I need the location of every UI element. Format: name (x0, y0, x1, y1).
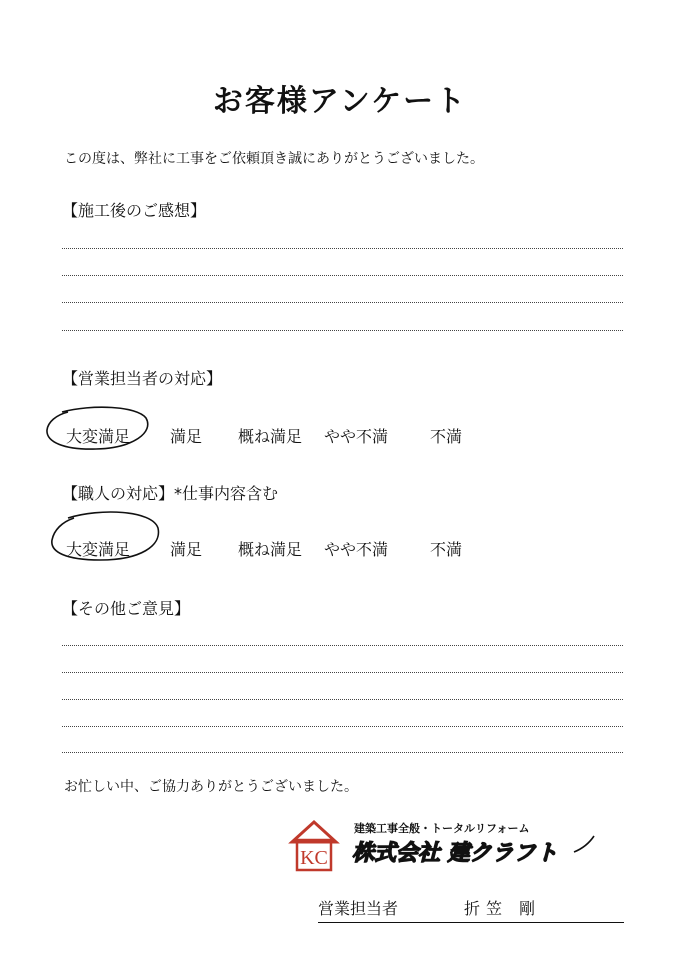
staff-signature-line (318, 896, 624, 923)
sales-choice-somewhat-dissatisfied[interactable]: やや不満 (324, 427, 389, 446)
company-logo (288, 812, 608, 874)
house-icon (292, 822, 336, 870)
company-name: 株式会社 建クラフト (352, 841, 558, 866)
other-heading: 【その他ご意見】 (62, 599, 191, 618)
craftsman-selection-circle (44, 508, 164, 566)
other-line-3 (62, 699, 623, 700)
impression-line-1 (62, 248, 623, 249)
craftsman-choice-somewhat-dissatisfied[interactable]: やや不満 (324, 540, 389, 559)
staff-label: 営業担当者 (318, 899, 399, 918)
craftsman-choice-satisfied[interactable]: 満足 (170, 540, 203, 559)
craftsman-heading: 【職人の対応】*仕事内容含む (62, 484, 279, 503)
logo-mark-text: KC (300, 847, 328, 869)
sales-choice-very-satisfied[interactable]: 大変満足 (66, 427, 131, 446)
sales-choice-dissatisfied[interactable]: 不満 (430, 427, 463, 446)
page-title: お客様アンケート (212, 84, 468, 119)
sales-choice-satisfied[interactable]: 満足 (170, 427, 203, 446)
closing-text: お忙しい中、ご協力ありがとうございました。 (64, 779, 358, 795)
craftsman-choice-dissatisfied[interactable]: 不満 (430, 540, 463, 559)
craftsman-choice-mostly-satisfied[interactable]: 概ね満足 (238, 540, 303, 559)
impression-line-2 (62, 275, 623, 276)
other-line-4 (62, 726, 623, 727)
intro-text: この度は、弊社に工事をご依頼頂き誠にありがとうございました。 (64, 151, 484, 167)
craftsman-choice-very-satisfied[interactable]: 大変満足 (66, 540, 131, 559)
other-line-5 (62, 752, 623, 753)
staff-name: 折笠 剛 (464, 899, 542, 918)
sales-heading: 【営業担当者の対応】 (62, 369, 223, 388)
other-line-2 (62, 672, 623, 673)
sales-choice-mostly-satisfied[interactable]: 概ね満足 (238, 427, 303, 446)
other-line-1 (62, 645, 623, 646)
impression-heading: 【施工後のご感想】 (62, 201, 207, 220)
company-tagline: 建築工事全般・トータルリフォーム (354, 822, 530, 835)
company-logo-graphic (288, 812, 608, 874)
impression-line-3 (62, 302, 623, 303)
impression-line-4 (62, 330, 623, 331)
sales-selection-circle (42, 404, 154, 454)
